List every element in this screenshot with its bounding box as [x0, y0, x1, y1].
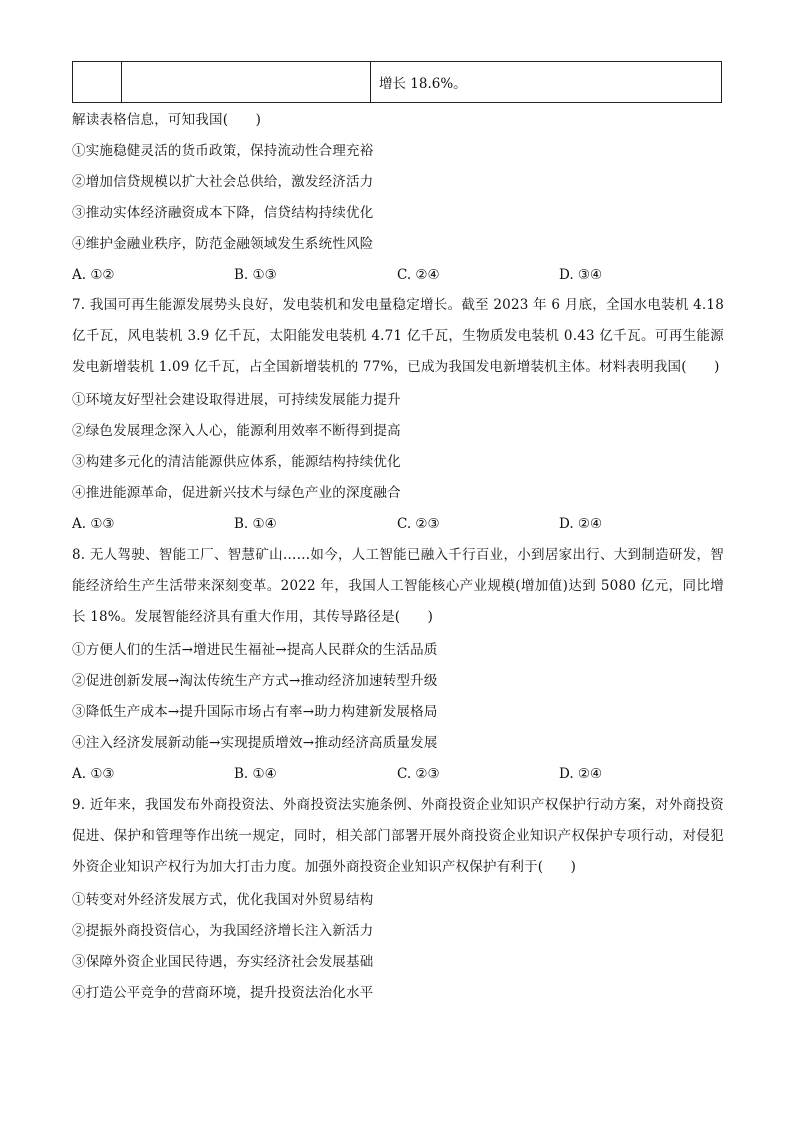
q7-item-1: ①环境友好型社会建设取得进展，可持续发展能力提升	[72, 392, 401, 408]
q6-option-c: C. ②④	[397, 267, 440, 283]
table-cell-empty-1	[73, 62, 122, 102]
q8-item-2: ②促进创新发展→淘汰传统生产方式→推动经济加速转型升级	[72, 673, 438, 689]
q6-item-1: ①实施稳健灵活的货币政策，保持流动性合理充裕	[72, 143, 374, 159]
table-cell-empty-2	[122, 62, 371, 102]
q6-item-3: ③推动实体经济融资成本下降，信贷结构持续优化	[72, 205, 374, 221]
q7-options	[72, 514, 722, 534]
q6-option-d: D. ③④	[559, 267, 603, 283]
q7-stem: 7. 我国可再生能源发展势头良好，发电装机和发电量稳定增长。截至 2023 年 6 月底，全国水电装机 4.18 亿千瓦，风电装机 3.9 亿千瓦，太阳能发电装机 4.71 亿千瓦，生物质发电装机 0.43 亿千瓦。可再生能源发电新增装机 1.09 亿千瓦，占全国新增装机的 77%，已成为我国发电新增装机主体。材料表明我国( )	[72, 297, 724, 375]
q9-item-1: ①转变对外经济发展方式，优化我国对外贸易结构	[72, 892, 374, 908]
q6-stem: 解读表格信息，可知我国( )	[72, 112, 262, 128]
q6-options	[72, 265, 722, 285]
q7-item-2: ②绿色发展理念深入人心，能源利用效率不断得到提高	[72, 423, 401, 439]
q6-item-2: ②增加信贷规模以扩大社会总供给，激发经济活力	[72, 174, 374, 190]
q7-item-3: ③构建多元化的清洁能源供应体系，能源结构持续优化	[72, 454, 401, 470]
q8-item-4: ④注入经济发展新动能→实现提质增效→推动经济高质量发展	[72, 735, 438, 751]
q8-item-3: ③降低生产成本→提升国际市场占有率→助力构建新发展格局	[72, 704, 438, 720]
q9-stem: 9. 近年来，我国发布外商投资法、外商投资法实施条例、外商投资企业知识产权保护行动方案，对外商投资促进、保护和管理等作出统一规定，同时，相关部门部署开展外商投资企业知识产权保护专项行动，对侵犯外资企业知识产权行为加大打击力度。加强外商投资企业知识产权保护有利于( )	[72, 797, 724, 875]
q7-option-b: B. ①④	[234, 516, 277, 532]
q8-stem: 8. 无人驾驶、智能工厂、智慧矿山……如今，人工智能已融入千行百业，小到居家出行、大到制造研发，智能经济给生产生活带来深刻变革。2022 年，我国人工智能核心产业规模(增加值)达到 5080 亿元，同比增长 18%。发展智能经济具有重大作用，其传导路径是( )	[72, 547, 724, 625]
q8-option-b: B. ①④	[234, 766, 277, 782]
q9-item-2: ②提振外商投资信心，为我国经济增长注入新活力	[72, 923, 374, 939]
q8-option-a: A. ①③	[72, 766, 115, 782]
table-cell-text: 增长 18.6%。	[379, 76, 467, 92]
q7-option-a: A. ①③	[72, 516, 115, 532]
q8-item-1: ①方便人们的生活→增进民生福祉→提高人民群众的生活品质	[72, 642, 438, 658]
q9-item-4: ④打造公平竞争的营商环境，提升投资法治化水平	[72, 985, 374, 1001]
q6-option-a: A. ①②	[72, 267, 115, 283]
q7-option-c: C. ②③	[397, 516, 440, 532]
q6-item-4: ④维护金融业秩序，防范金融领域发生系统性风险	[72, 236, 374, 252]
q7-item-4: ④推进能源革命，促进新兴技术与绿色产业的深度融合	[72, 485, 401, 501]
q8-option-c: C. ②③	[397, 766, 440, 782]
q9-item-3: ③保障外资企业国民待遇，夯实经济社会发展基础	[72, 954, 374, 970]
q6-option-b: B. ①③	[234, 267, 277, 283]
table-fragment	[72, 61, 722, 103]
q7-option-d: D. ②④	[559, 516, 603, 532]
q8-options	[72, 764, 722, 784]
q8-option-d: D. ②④	[559, 766, 603, 782]
